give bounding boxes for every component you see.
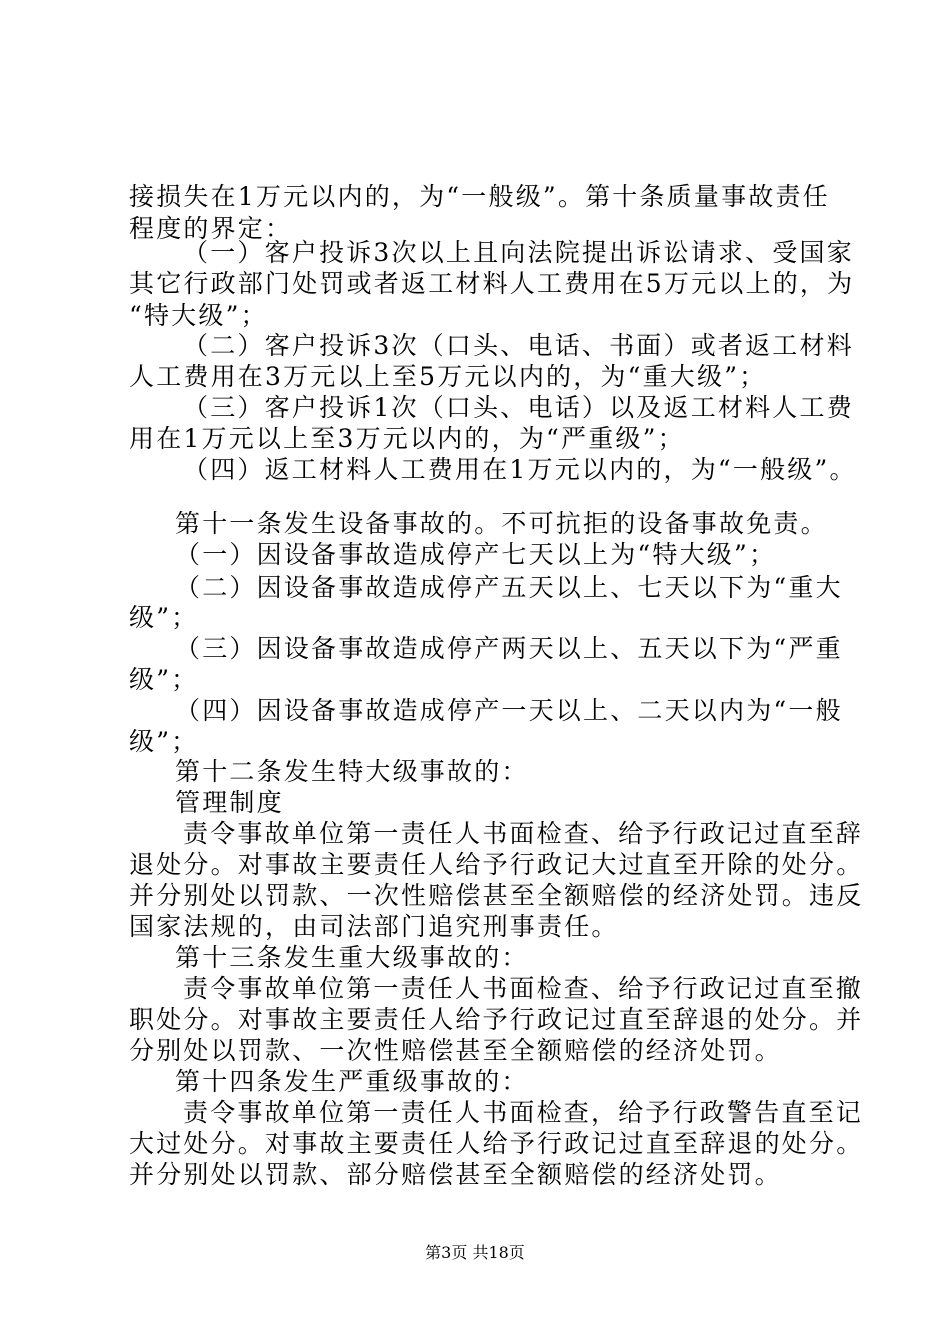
text-line: 其它行政部门处罚或者返工材料人工费用在5万元以上的，为 — [129, 269, 855, 298]
text-line: 第十三条发生重大级事故的： — [175, 943, 529, 972]
page-number-footer: 第3页 共18页 — [425, 1243, 525, 1262]
text-line: （三）因设备事故造成停产两天以上、五天以下为“严重 — [175, 634, 843, 663]
text-line: 级”； — [129, 603, 199, 632]
text-line: 职处分。对事故主要责任人给予行政记过直至辞退的处分。并 — [129, 1005, 864, 1034]
text-line: 退处分。对事故主要责任人给予行政记大过直至开除的处分。 — [129, 850, 864, 879]
text-line: 管理制度 — [175, 788, 284, 817]
text-line: （一）客户投诉3次以上且向法院提出诉讼请求、受国家 — [183, 238, 854, 267]
text-line: （四）返工材料人工费用在1万元以内的，为“一般级”。 — [183, 455, 857, 484]
text-line: 大过处分。对事故主要责任人给予行政记过直至辞退的处分。 — [129, 1129, 864, 1158]
text-line: 级”； — [129, 727, 199, 756]
text-line: 人工费用在3万元以上至5万元以内的，为“重大级”； — [129, 362, 767, 391]
text-line: （二）客户投诉3次（口头、电话、书面）或者返工材料 — [183, 331, 854, 360]
text-line: 程度的界定： — [129, 214, 293, 243]
text-line: 用在1万元以上至3万元以内的，为“严重级”； — [129, 424, 685, 453]
text-line: 第十四条发生严重级事故的： — [175, 1067, 529, 1096]
text-line: 并分别处以罚款、一次性赔偿甚至全额赔偿的经济处罚。违反 — [129, 881, 864, 910]
text-line: 责令事故单位第一责任人书面检查、给予行政记过直至辞 — [183, 819, 864, 848]
text-line: （一）因设备事故造成停产七天以上为“特大级”； — [175, 540, 777, 569]
text-line: 国家法规的，由司法部门追究刑事责任。 — [129, 912, 619, 941]
text-line: 责令事故单位第一责任人书面检查、给予行政记过直至撤 — [183, 974, 864, 1003]
text-line: （二）因设备事故造成停产五天以上、七天以下为“重大 — [175, 573, 843, 602]
text-line: 接损失在1万元以内的，为“一般级”。第十条质量事故责任 — [129, 182, 830, 211]
text-line: 第十二条发生特大级事故的： — [175, 757, 529, 786]
text-line: 并分别处以罚款、部分赔偿甚至全额赔偿的经济处罚。 — [129, 1160, 782, 1189]
text-line: 分别处以罚款、一次性赔偿甚至全额赔偿的经济处罚。 — [129, 1036, 782, 1065]
text-line: “特大级”； — [129, 301, 268, 330]
text-line: （四）因设备事故造成停产一天以上、二天以内为“一般 — [175, 696, 843, 725]
text-line: （三）客户投诉1次（口头、电话）以及返工材料人工费 — [183, 393, 854, 422]
text-line: 第十一条发生设备事故的。不可抗拒的设备事故免责。 — [175, 509, 828, 538]
text-line: 级”； — [129, 665, 199, 694]
text-line: 责令事故单位第一责任人书面检查，给予行政警告直至记 — [183, 1098, 864, 1127]
